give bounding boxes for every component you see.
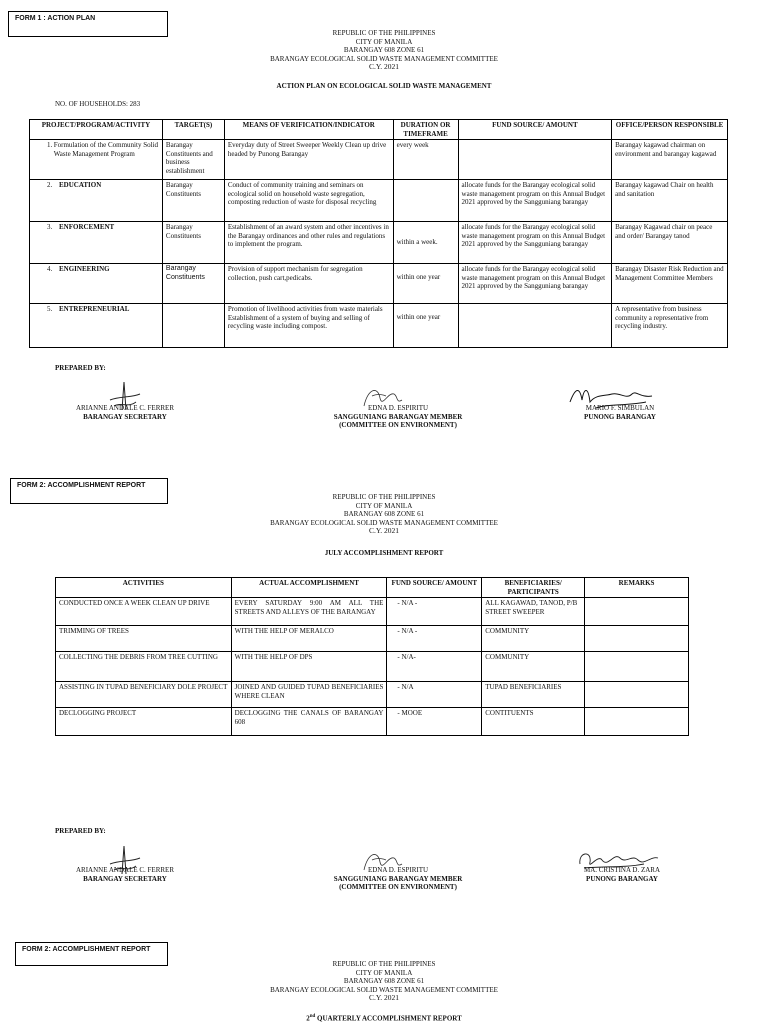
form2-signatory-member xyxy=(308,866,488,892)
target-cell: Barangay Constituents xyxy=(162,180,224,222)
remarks-cell xyxy=(585,682,689,708)
header-barangay: BARANGAY 608 ZONE 61 xyxy=(343,46,425,54)
row-number: 2. xyxy=(47,181,53,190)
table-row xyxy=(56,626,689,652)
accomplishment-cell: DECLOGGING THE CANALS OF BARANGAY 608 xyxy=(231,708,387,736)
table-row xyxy=(56,598,689,626)
fund-cell: allocate funds for the Barangay ecological solid waste management program on this Annual Budget 2021 approved by the Sangguniang barangay xyxy=(458,180,612,222)
accomplishment-cell: EVERY SATURDAY 9:00 AM ALL THE STREETS AND ALLEYS OF THE BARANGAY xyxy=(231,598,387,626)
signatory-title: SANGGUNIANG BARANGAY MEMBER xyxy=(333,412,463,421)
header-cy: C.Y. 2021 xyxy=(368,62,400,71)
activity-cell: TRIMMING OF TREES xyxy=(56,626,232,652)
signatory-name: MA. CRISTINA D. ZARA xyxy=(583,866,661,874)
project-cell xyxy=(30,304,163,348)
remarks-cell xyxy=(585,652,689,682)
fund-cell xyxy=(458,304,612,348)
households-count: NO. OF HOUSEHOLDS: 283 xyxy=(55,100,141,108)
col-actual: ACTUAL ACCOMPLISHMENT xyxy=(231,578,387,598)
action-plan-header-row xyxy=(30,120,728,140)
duration-cell: within a week. xyxy=(393,222,458,264)
duration-cell: every week xyxy=(393,140,458,180)
beneficiaries-cell: COMMUNITY xyxy=(482,626,585,652)
header-city: CITY OF MANILA xyxy=(355,968,413,977)
target-cell: Barangay Constituents xyxy=(162,222,224,264)
signatory-committee: (COMMITTEE ON ENVIRONMENT) xyxy=(339,883,457,891)
target-cell xyxy=(162,304,224,348)
table-row xyxy=(56,652,689,682)
activity-cell: ASSISTING IN TUPAD BENEFICIARY DOLE PROJECT xyxy=(56,682,232,708)
table-row xyxy=(30,140,728,180)
duration-cell: within one year xyxy=(393,264,458,304)
signatory-name: ARIANNE ANDALE C. FERRER xyxy=(75,866,174,874)
header-city: CITY OF MANILA xyxy=(355,501,413,510)
action-plan-table xyxy=(29,119,728,348)
col-project: PROJECT/PROGRAM/ACTIVITY xyxy=(30,120,163,140)
signatory-title: BARANGAY SECRETARY xyxy=(83,874,167,883)
signatory-name: EDNA D. ESPIRITU xyxy=(367,404,429,412)
header-committee: BARANGAY ECOLOGICAL SOLID WASTE MANAGEMENT COMMITTEE xyxy=(270,518,498,527)
project-text: EDUCATION xyxy=(59,181,102,190)
accomplishment-cell: JOINED AND GUIDED TUPAD BENEFICIARIES WHERE CLEAN xyxy=(231,682,387,708)
table-row xyxy=(30,180,728,222)
beneficiaries-cell: TUPAD BENEFICIARIES xyxy=(482,682,585,708)
header-barangay: BARANGAY 608 ZONE 61 xyxy=(343,977,425,985)
col-means: MEANS OF VERIFICATION/INDICATOR xyxy=(224,120,393,140)
title-prefix: 2 xyxy=(306,1014,310,1023)
header-cy: C.Y. 2021 xyxy=(368,526,400,535)
col-beneficiaries: BENEFICIARIES/ PARTICIPANTS xyxy=(482,578,585,598)
accomplishment-cell: WITH THE HELP OF DPS xyxy=(231,652,387,682)
col-remarks: REMARKS xyxy=(585,578,689,598)
signatory-title: PUNONG BARANGAY xyxy=(586,874,658,883)
form2-signatory-punong xyxy=(562,866,682,883)
header-barangay: BARANGAY 608 ZONE 61 xyxy=(343,510,425,518)
project-text: ENGINEERING xyxy=(59,265,110,274)
form1-label: FORM 1 : ACTION PLAN xyxy=(15,15,96,22)
office-cell: Barangay kagawad chairman on environment and barangay kagawad xyxy=(612,140,728,180)
form1-signatory-secretary xyxy=(60,404,190,421)
row-number: 3. xyxy=(47,223,53,232)
form3-title xyxy=(0,1014,768,1022)
remarks-cell xyxy=(585,598,689,626)
duration-cell: within one year xyxy=(393,304,458,348)
col-fund: FUND SOURCE/ AMOUNT xyxy=(387,578,482,598)
col-duration: DURATION OR TIMEFRAME xyxy=(393,120,458,140)
header-committee: BARANGAY ECOLOGICAL SOLID WASTE MANAGEMENT COMMITTEE xyxy=(270,54,498,63)
means-cell: Promotion of livelihood activities from waste materials Establishment of a system of buying and selling of recycling waste including compost. xyxy=(224,304,393,348)
signatory-name: ARIANNE ANDALE C. FERRER xyxy=(75,404,174,412)
header-cy: C.Y. 2021 xyxy=(368,993,400,1002)
fund-cell: allocate funds for the Barangay ecological solid waste management program on this Annual Budget 2021 approved by the Sangguniang barangay xyxy=(458,222,612,264)
remarks-cell xyxy=(585,626,689,652)
row-number: 5. xyxy=(47,305,53,314)
table-row xyxy=(56,708,689,736)
beneficiaries-cell: COMMUNITY xyxy=(482,652,585,682)
beneficiaries-cell: ALL KAGAWAD, TANOD, P/B STREET SWEEPER xyxy=(482,598,585,626)
table-row xyxy=(56,682,689,708)
header-committee: BARANGAY ECOLOGICAL SOLID WASTE MANAGEMENT COMMITTEE xyxy=(270,985,498,994)
project-cell xyxy=(30,264,163,304)
project-cell xyxy=(30,222,163,264)
project-cell xyxy=(30,140,163,180)
activity-cell: COLLECTING THE DEBRIS FROM TREE CUTTING xyxy=(56,652,232,682)
fund-cell: - N/A xyxy=(387,682,482,708)
means-cell: Conduct of community training and seminars on ecological solid on household waste segregation, composting reduction of waste for disposal recycling xyxy=(224,180,393,222)
form2-signatory-secretary xyxy=(60,866,190,883)
means-cell: Provision of support mechanism for segregation collection, push cart,pedicabs. xyxy=(224,264,393,304)
header-city: CITY OF MANILA xyxy=(355,37,413,46)
row-number: 4. xyxy=(47,265,53,274)
beneficiaries-cell: CONTITUENTS xyxy=(482,708,585,736)
fund-cell: - N/A - xyxy=(387,598,482,626)
title-superscript: nd xyxy=(309,1014,316,1019)
title-rest: QUARTERLY ACCOMPLISHMENT REPORT xyxy=(315,1014,462,1023)
header-republic: REPUBLIC OF THE PHILIPPINES xyxy=(332,29,436,37)
fund-cell: - N/A- xyxy=(387,652,482,682)
signatory-name: EDNA D. ESPIRITU xyxy=(367,866,429,874)
project-text: ENTREPRENEURIAL xyxy=(59,305,130,314)
form3-header xyxy=(0,960,768,1003)
office-cell: Barangay kagawad Chair on health and sanitation xyxy=(612,180,728,222)
remarks-cell xyxy=(585,708,689,736)
col-activities: ACTIVITIES xyxy=(56,578,232,598)
means-cell: Everyday duty of Street Sweeper Weekly Clean up drive headed by Punong Barangay xyxy=(224,140,393,180)
header-republic: REPUBLIC OF THE PHILIPPINES xyxy=(332,493,436,501)
form2-title: JULY ACCOMPLISHMENT REPORT xyxy=(324,549,444,557)
fund-cell: - MOOE xyxy=(387,708,482,736)
office-cell: Barangay Disaster Risk Reduction and Management Committee Members xyxy=(612,264,728,304)
form1-signatory-member xyxy=(308,404,488,430)
row-number: 1. xyxy=(47,141,53,150)
accomplishment-cell: WITH THE HELP OF MERALCO xyxy=(231,626,387,652)
table-row xyxy=(30,222,728,264)
form2-prepared-by: PREPARED BY: xyxy=(55,827,106,835)
header-republic: REPUBLIC OF THE PHILIPPINES xyxy=(332,960,436,968)
fund-cell xyxy=(458,140,612,180)
col-fund: FUND SOURCE/ AMOUNT xyxy=(458,120,612,140)
signatory-title: BARANGAY SECRETARY xyxy=(83,412,167,421)
form1-title: ACTION PLAN ON ECOLOGICAL SOLID WASTE MANAGEMENT xyxy=(276,82,492,90)
fund-cell: allocate funds for the Barangay ecological solid waste management program on this Annual Budget 2021 approved by the Sangguniang barangay xyxy=(458,264,612,304)
signatory-title: SANGGUNIANG BARANGAY MEMBER xyxy=(333,874,463,883)
signatory-name: MARIO F. SIMBULAN xyxy=(585,404,655,412)
form1-header xyxy=(0,29,768,72)
accomplishment-table xyxy=(55,577,689,736)
project-cell xyxy=(30,180,163,222)
col-targets: TARGET(S) xyxy=(162,120,224,140)
target-cell: Barangay Constituents and business establishment xyxy=(162,140,224,180)
form2-header xyxy=(0,493,768,536)
form1-prepared-by: PREPARED BY: xyxy=(55,364,106,372)
fund-cell: - N/A - xyxy=(387,626,482,652)
activity-cell: CONDUCTED ONCE A WEEK CLEAN UP DRIVE xyxy=(56,598,232,626)
target-cell: Barangay Constituents xyxy=(162,264,224,304)
accomplishment-header-row xyxy=(56,578,689,598)
means-cell: Establishment of an award system and other incentives in the Barangay ordinances and other rules and regulations to implement the program. xyxy=(224,222,393,264)
table-row xyxy=(30,304,728,348)
table-row xyxy=(30,264,728,304)
signatory-committee: (COMMITTEE ON ENVIRONMENT) xyxy=(339,421,457,429)
project-text: Formulation of the Community Solid Waste Management Program xyxy=(53,141,158,158)
form3-label: FORM 2: ACCOMPLISHMENT REPORT xyxy=(22,946,151,953)
office-cell: Barangay Kagawad chair on peace and order/ Barangay tanod xyxy=(612,222,728,264)
form2-label: FORM 2: ACCOMPLISHMENT REPORT xyxy=(17,482,146,489)
duration-cell xyxy=(393,180,458,222)
col-office: OFFICE/PERSON RESPONSIBLE xyxy=(612,120,728,140)
project-text: ENFORCEMENT xyxy=(59,223,115,232)
signatory-title: PUNONG BARANGAY xyxy=(584,412,656,421)
activity-cell: DECLOGGING PROJECT xyxy=(56,708,232,736)
form1-signatory-punong xyxy=(560,404,680,421)
office-cell: A representative from business community a representative from recycling industry. xyxy=(612,304,728,348)
